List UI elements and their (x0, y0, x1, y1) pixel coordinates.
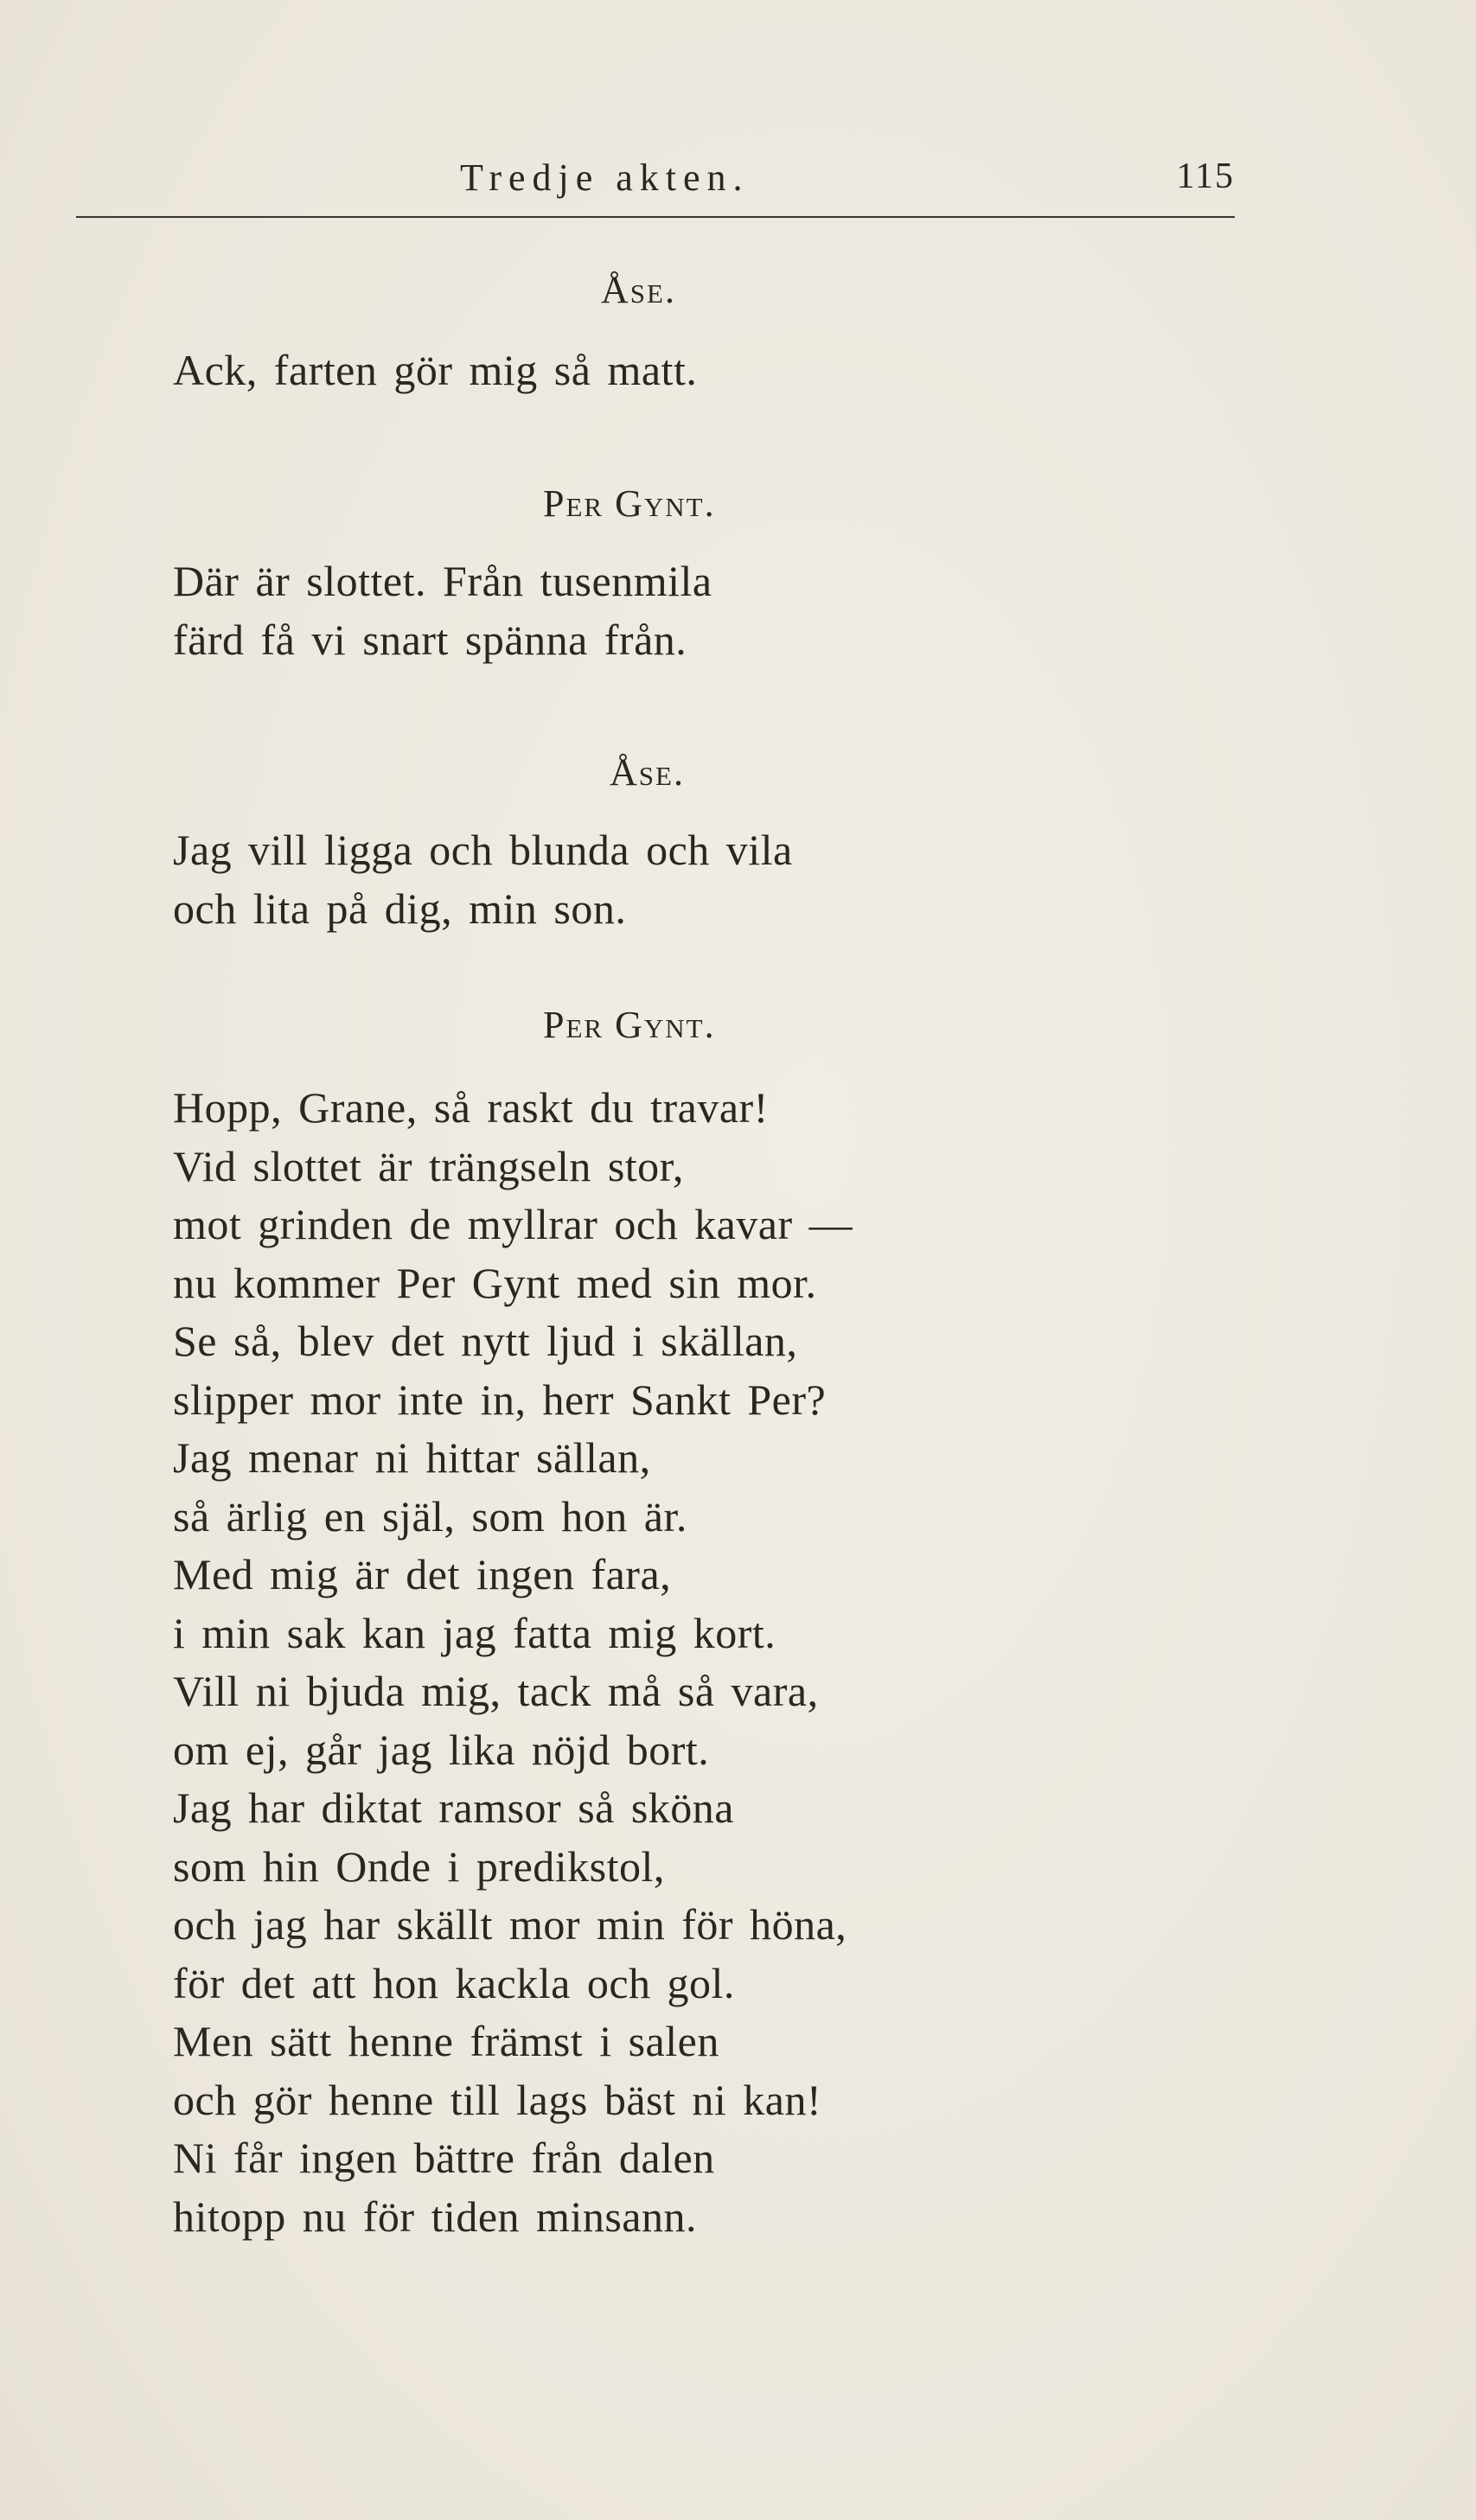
verse-line: hitopp nu för tiden minsann. (173, 2191, 697, 2241)
speaker-name: Per Gynt. (543, 482, 716, 525)
verse-line: Vid slottet är trängseln stor, (173, 1141, 684, 1190)
verse-line: i min sak kan jag fatta mig kort. (173, 1608, 776, 1657)
verse-line: för det att hon kackla och gol. (173, 1958, 735, 2007)
verse-line: Ack, farten gör mig så matt. (173, 346, 698, 394)
verse-line: och lita på dig, min son. (173, 884, 627, 933)
running-head: Tredje akten. (460, 156, 750, 199)
verse-line: så ärlig en själ, som hon är. (173, 1491, 687, 1541)
verse-line: och jag har skällt mor min för höna, (173, 1900, 847, 1949)
verse-line: Hopp, Grane, så raskt du travar! (173, 1083, 769, 1132)
verse-line: nu kommer Per Gynt med sin mor. (173, 1258, 817, 1307)
verse-lines (173, 1079, 853, 2246)
verse-line: mot grinden de myllrar och kavar — (173, 1200, 853, 1248)
verse-line: som hin Onde i predikstol, (173, 1841, 665, 1891)
verse-line: Med mig är det ingen fara, (173, 1550, 672, 1598)
speaker-name: Åse. (601, 269, 676, 311)
verse-line: om ej, går jag lika nöjd bort. (173, 1725, 710, 1774)
verse-line: Där är slottet. Från tusenmila (173, 557, 712, 605)
verse-line: Vill ni bjuda mig, tack må så vara, (173, 1667, 819, 1715)
verse-lines (173, 552, 712, 669)
page-header (76, 147, 1235, 218)
verse-lines (173, 821, 793, 938)
verse-line: färd få vi snart spänna från. (173, 615, 687, 664)
speaker-name: Åse. (610, 751, 685, 794)
verse-line: Jag vill ligga och blunda och vila (173, 826, 793, 874)
verse-line: Ni får ingen bättre från dalen (173, 2134, 715, 2182)
verse-line: och gör henne till lags bäst ni kan! (173, 2075, 822, 2124)
verse-line: Jag har diktat ramsor så sköna (173, 1783, 735, 1832)
verse-line: Jag menar ni hittar sällan, (173, 1433, 651, 1482)
speaker-name: Per Gynt. (543, 1004, 716, 1046)
verse-line: Se så, blev det nytt ljud i skällan, (173, 1317, 798, 1365)
verse-line: slipper mor inte in, herr Sankt Per? (173, 1375, 827, 1424)
page-number: 115 (1176, 156, 1235, 196)
verse-line: Men sätt henne främst i salen (173, 2017, 719, 2065)
